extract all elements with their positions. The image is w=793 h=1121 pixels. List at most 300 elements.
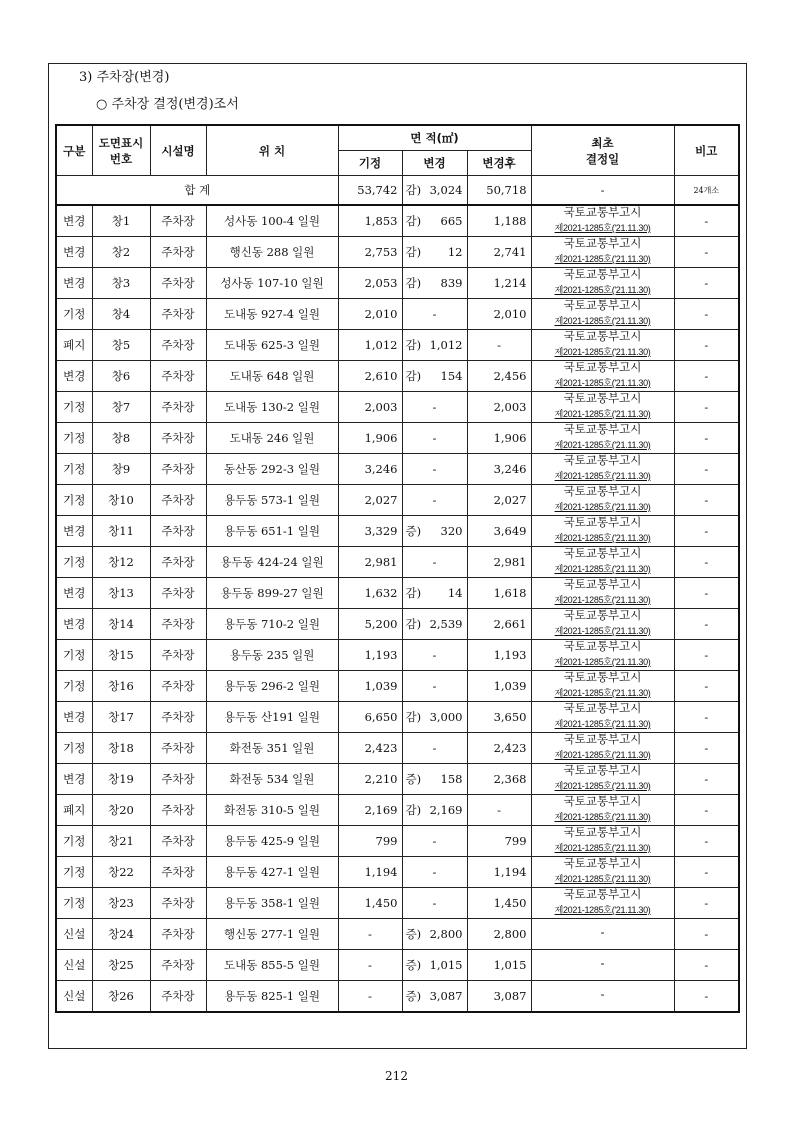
cell-facility: 주차장 [150,330,206,361]
cell-change [402,299,467,330]
table-row [56,640,739,671]
col-initial-line1: 최초 [591,135,614,150]
cell-change [402,485,467,516]
cell-existing: 2,003 [338,392,402,423]
table-row [56,454,739,485]
total-row [56,176,739,206]
cell-existing: 2,053 [338,268,402,299]
decision-line2: 제2021-1285호('21.11.30) [554,626,651,636]
cell-drawing-no: 창26 [92,980,150,1011]
cell-after: 799 [467,826,531,857]
cell-after: - [467,330,531,361]
cell-remarks: - [674,485,739,516]
cell-remarks: - [674,454,739,485]
section-heading: 3) 주차장(변경) [79,70,170,85]
cell-after: 1,039 [467,671,531,702]
cell-initial-decision [531,609,674,640]
cell-existing: 3,329 [338,516,402,547]
total-existing: 53,742 [338,176,402,206]
cell-change-value: - [432,679,437,693]
cell-type: 변경 [56,764,92,795]
cell-type: 기정 [56,392,92,423]
cell-existing: 1,906 [338,423,402,454]
table-row [56,826,739,857]
cell-initial-decision [531,702,674,733]
cell-location: 행신동 277-1 일원 [206,919,338,950]
col-drawing-no-header [92,125,150,176]
cell-existing: 3,246 [338,454,402,485]
cell-after: 2,456 [467,361,531,392]
cell-change [402,733,467,764]
cell-existing: 2,027 [338,485,402,516]
decision-line1: 국토교통부고시 [563,300,642,312]
cell-existing: 1,450 [338,888,402,919]
cell-location: 성사동 107-10 일원 [206,268,338,299]
cell-change-value: - [432,896,437,910]
cell-change-label: 감) [405,803,422,817]
cell-facility: 주차장 [150,888,206,919]
cell-location: 행신동 288 일원 [206,237,338,268]
cell-after: 2,010 [467,299,531,330]
cell-change-value: 3,000 [429,710,463,724]
cell-change-value: 154 [440,369,463,383]
cell-facility: 주차장 [150,205,206,237]
decision-line2: 제2021-1285호('21.11.30) [554,874,651,884]
cell-location: 용두동 710-2 일원 [206,609,338,640]
cell-initial-decision [531,919,674,950]
cell-initial-decision [531,516,674,547]
cell-location: 용두동 899-27 일원 [206,578,338,609]
decision-line1: 국토교통부고시 [563,548,642,560]
table-row [56,795,739,826]
decision-line1: 국토교통부고시 [563,238,642,250]
table-row [56,733,739,764]
cell-drawing-no: 창19 [92,764,150,795]
cell-location: 용두동 235 일원 [206,640,338,671]
decision-line1: - [600,958,605,971]
cell-initial-decision [531,361,674,392]
cell-after: 1,450 [467,888,531,919]
decision-line2: 제2021-1285호('21.11.30) [554,254,651,264]
decision-line1: 국토교통부고시 [563,517,642,529]
decision-line1: 국토교통부고시 [563,672,642,684]
table-row [56,671,739,702]
cell-change [402,795,467,826]
cell-facility: 주차장 [150,392,206,423]
cell-location: 용두동 산191 일원 [206,702,338,733]
cell-change-value: - [432,648,437,662]
cell-drawing-no: 창2 [92,237,150,268]
cell-location: 용두동 825-1 일원 [206,980,338,1011]
cell-change [402,919,467,950]
decision-line1: - [600,989,605,1002]
cell-existing: 6,650 [338,702,402,733]
cell-type: 폐지 [56,330,92,361]
cell-remarks: - [674,795,739,826]
cell-initial-decision [531,640,674,671]
cell-change-value: - [432,741,437,755]
cell-location: 화전동 534 일원 [206,764,338,795]
cell-location: 용두동 424-24 일원 [206,547,338,578]
decision-line1: 국토교통부고시 [563,455,642,467]
cell-after: 2,800 [467,919,531,950]
cell-existing: 2,210 [338,764,402,795]
cell-remarks: - [674,702,739,733]
cell-change-label: 감) [405,710,422,724]
col-existing-header: 기정 [338,151,402,176]
cell-initial-decision [531,857,674,888]
cell-drawing-no: 창4 [92,299,150,330]
cell-facility: 주차장 [150,268,206,299]
cell-remarks: - [674,919,739,950]
decision-line1: 국토교통부고시 [563,610,642,622]
cell-change [402,640,467,671]
cell-change [402,578,467,609]
cell-change [402,671,467,702]
cell-type: 기정 [56,826,92,857]
decision-line2: 제2021-1285호('21.11.30) [554,285,651,295]
cell-existing: 1,194 [338,857,402,888]
cell-initial-decision [531,392,674,423]
cell-change [402,609,467,640]
cell-remarks: - [674,330,739,361]
cell-drawing-no: 창13 [92,578,150,609]
total-change [402,176,467,206]
table-row [56,919,739,950]
cell-drawing-no: 창18 [92,733,150,764]
table-row [56,949,739,980]
table-row [56,268,739,299]
cell-after: 1,188 [467,205,531,237]
cell-change-value: 158 [440,772,463,786]
table-row [56,205,739,237]
cell-remarks: - [674,299,739,330]
cell-facility: 주차장 [150,361,206,392]
table-subheading: ○ 주차장 결정(변경)조서 [96,97,239,112]
cell-change [402,764,467,795]
decision-line2: 제2021-1285호('21.11.30) [554,750,651,760]
cell-existing: 1,853 [338,205,402,237]
cell-drawing-no: 창20 [92,795,150,826]
cell-change-value: 1,012 [429,338,463,352]
cell-type: 기정 [56,299,92,330]
cell-drawing-no: 창12 [92,547,150,578]
total-remarks: 24개소 [674,176,739,206]
col-location-header: 위 치 [206,125,338,176]
cell-facility: 주차장 [150,299,206,330]
cell-location: 도내동 246 일원 [206,423,338,454]
cell-change-value: 12 [447,245,463,259]
cell-location: 도내동 855-5 일원 [206,949,338,980]
cell-change-value: 3,087 [429,988,463,1003]
cell-initial-decision [531,423,674,454]
cell-drawing-no: 창11 [92,516,150,547]
cell-location: 용두동 296-2 일원 [206,671,338,702]
cell-drawing-no: 창22 [92,857,150,888]
cell-location: 용두동 651-1 일원 [206,516,338,547]
table-row [56,485,739,516]
cell-location: 도내동 648 일원 [206,361,338,392]
cell-location: 성사동 100-4 일원 [206,205,338,237]
cell-initial-decision [531,237,674,268]
cell-type: 기정 [56,454,92,485]
cell-change [402,268,467,299]
cell-existing: 2,169 [338,795,402,826]
cell-existing: - [338,980,402,1011]
decision-line1: 국토교통부고시 [563,796,642,808]
cell-drawing-no: 창5 [92,330,150,361]
cell-facility: 주차장 [150,949,206,980]
cell-existing: 2,753 [338,237,402,268]
cell-change-value: - [432,462,437,476]
cell-type: 기정 [56,547,92,578]
cell-change-value: 14 [447,586,463,600]
cell-initial-decision [531,949,674,980]
cell-change-value: - [432,400,437,414]
decision-line1: 국토교통부고시 [563,393,642,405]
cell-after: 2,981 [467,547,531,578]
cell-change [402,702,467,733]
cell-after: 2,423 [467,733,531,764]
decision-line2: 제2021-1285호('21.11.30) [554,502,651,512]
cell-change [402,980,467,1011]
col-remarks-header: 비고 [674,125,739,176]
cell-change-value: - [432,555,437,569]
cell-existing: 799 [338,826,402,857]
cell-initial-decision [531,485,674,516]
decision-line1: 국토교통부고시 [563,734,642,746]
decision-line1: 국토교통부고시 [563,703,642,715]
cell-type: 변경 [56,237,92,268]
cell-initial-decision [531,330,674,361]
decision-line2: 제2021-1285호('21.11.30) [554,843,651,853]
cell-existing: 1,039 [338,671,402,702]
cell-location: 용두동 427-1 일원 [206,857,338,888]
cell-change-label: 감) [405,214,422,228]
cell-change [402,237,467,268]
cell-remarks: - [674,640,739,671]
cell-change-value: 2,539 [429,617,463,631]
cell-initial-decision [531,733,674,764]
cell-facility: 주차장 [150,826,206,857]
cell-change-value: - [432,865,437,879]
cell-existing: 2,981 [338,547,402,578]
cell-location: 화전동 310-5 일원 [206,795,338,826]
cell-change-value: 665 [440,214,463,228]
decision-line1: 국토교통부고시 [563,424,642,436]
table-row [56,764,739,795]
cell-existing: - [338,919,402,950]
cell-drawing-no: 창17 [92,702,150,733]
table-row [56,392,739,423]
cell-type: 기정 [56,671,92,702]
table-row [56,578,739,609]
cell-facility: 주차장 [150,485,206,516]
cell-change-label: 감) [405,338,422,352]
cell-change [402,392,467,423]
cell-type: 기정 [56,888,92,919]
decision-line2: 제2021-1285호('21.11.30) [554,471,651,481]
table-row [56,609,739,640]
decision-line2: 제2021-1285호('21.11.30) [554,905,651,915]
decision-line1: 국토교통부고시 [563,827,642,839]
cell-change [402,361,467,392]
decision-line2: 제2021-1285호('21.11.30) [554,223,651,233]
cell-location: 도내동 130-2 일원 [206,392,338,423]
cell-facility: 주차장 [150,578,206,609]
cell-facility: 주차장 [150,237,206,268]
decision-line2: 제2021-1285호('21.11.30) [554,595,651,605]
cell-change-value: - [432,307,437,321]
cell-drawing-no: 창15 [92,640,150,671]
cell-after: 3,087 [467,980,531,1011]
cell-after: 1,193 [467,640,531,671]
cell-change [402,330,467,361]
decision-line2: 제2021-1285호('21.11.30) [554,719,651,729]
total-change-value: 3,024 [429,183,463,197]
cell-drawing-no: 창16 [92,671,150,702]
cell-facility: 주차장 [150,547,206,578]
cell-location: 동산동 292-3 일원 [206,454,338,485]
cell-type: 기정 [56,733,92,764]
cell-remarks: - [674,547,739,578]
cell-drawing-no: 창8 [92,423,150,454]
cell-type: 신설 [56,980,92,1011]
col-type-header: 구분 [56,125,92,176]
total-change-label: 감) [405,183,422,197]
cell-change [402,826,467,857]
cell-location: 용두동 573-1 일원 [206,485,338,516]
cell-initial-decision [531,205,674,237]
cell-remarks: - [674,826,739,857]
cell-existing: 2,010 [338,299,402,330]
cell-change-label: 감) [405,369,422,383]
cell-facility: 주차장 [150,454,206,485]
decision-line1: 국토교통부고시 [563,362,642,374]
cell-existing: 2,610 [338,361,402,392]
cell-facility: 주차장 [150,702,206,733]
cell-existing: 1,632 [338,578,402,609]
cell-change [402,949,467,980]
cell-drawing-no: 창10 [92,485,150,516]
cell-change-label: 증) [405,926,422,941]
cell-change-label: 증) [405,957,422,972]
cell-initial-decision [531,888,674,919]
cell-drawing-no: 창23 [92,888,150,919]
cell-location: 용두동 358-1 일원 [206,888,338,919]
cell-drawing-no: 창7 [92,392,150,423]
cell-remarks: - [674,857,739,888]
cell-remarks: - [674,237,739,268]
cell-type: 변경 [56,205,92,237]
cell-after: 1,194 [467,857,531,888]
decision-line2: 제2021-1285호('21.11.30) [554,812,651,822]
cell-initial-decision [531,980,674,1011]
cell-existing: 1,012 [338,330,402,361]
cell-remarks: - [674,516,739,547]
cell-change-value: - [432,493,437,507]
table-row [56,423,739,454]
cell-initial-decision [531,268,674,299]
cell-remarks: - [674,578,739,609]
decision-line2: 제2021-1285호('21.11.30) [554,533,651,543]
cell-drawing-no: 창25 [92,949,150,980]
cell-type: 변경 [56,578,92,609]
cell-change-value: 1,015 [429,957,463,972]
cell-change-label: 감) [405,276,422,290]
cell-type: 기정 [56,485,92,516]
table-row [56,857,739,888]
decision-line2: 제2021-1285호('21.11.30) [554,688,651,698]
cell-type: 신설 [56,919,92,950]
cell-type: 기정 [56,640,92,671]
table-row [56,361,739,392]
cell-change [402,454,467,485]
col-initial-line2: 결정일 [585,151,620,166]
decision-line2: 제2021-1285호('21.11.30) [554,378,651,388]
cell-drawing-no: 창14 [92,609,150,640]
cell-after: 2,368 [467,764,531,795]
decision-line1: 국토교통부고시 [563,579,642,591]
cell-existing: 1,193 [338,640,402,671]
decision-line1: 국토교통부고시 [563,269,642,281]
decision-line2: 제2021-1285호('21.11.30) [554,781,651,791]
table-row [56,330,739,361]
col-area-header: 면 적(㎡) [338,125,531,151]
decision-line1: 국토교통부고시 [563,486,642,498]
cell-after: 1,015 [467,949,531,980]
cell-after: 2,027 [467,485,531,516]
cell-after: 1,618 [467,578,531,609]
cell-change [402,423,467,454]
cell-type: 변경 [56,516,92,547]
cell-location: 화전동 351 일원 [206,733,338,764]
cell-change-label: 증) [405,772,422,786]
cell-after: 1,906 [467,423,531,454]
cell-remarks: - [674,423,739,454]
cell-change-label: 감) [405,617,422,631]
cell-remarks: - [674,671,739,702]
cell-type: 변경 [56,609,92,640]
cell-facility: 주차장 [150,980,206,1011]
cell-remarks: - [674,205,739,237]
parking-decision-table [55,124,740,1013]
cell-drawing-no: 창6 [92,361,150,392]
cell-change-label: 감) [405,586,422,600]
table-row [56,299,739,330]
cell-initial-decision [531,671,674,702]
cell-change-label: 증) [405,524,422,538]
decision-line1: 국토교통부고시 [563,765,642,777]
decision-line1: 국토교통부고시 [563,331,642,343]
table-row [56,237,739,268]
cell-drawing-no: 창24 [92,919,150,950]
col-after-header: 변경후 [467,151,531,176]
cell-remarks: - [674,980,739,1011]
cell-initial-decision [531,795,674,826]
col-drawing-no-line2: 번호 [109,151,133,166]
cell-remarks: - [674,361,739,392]
cell-remarks: - [674,888,739,919]
cell-after: 2,661 [467,609,531,640]
cell-change [402,547,467,578]
cell-after: 3,649 [467,516,531,547]
decision-line2: 제2021-1285호('21.11.30) [554,347,651,357]
cell-type: 변경 [56,361,92,392]
table-row [56,547,739,578]
cell-type: 신설 [56,949,92,980]
table-row [56,888,739,919]
